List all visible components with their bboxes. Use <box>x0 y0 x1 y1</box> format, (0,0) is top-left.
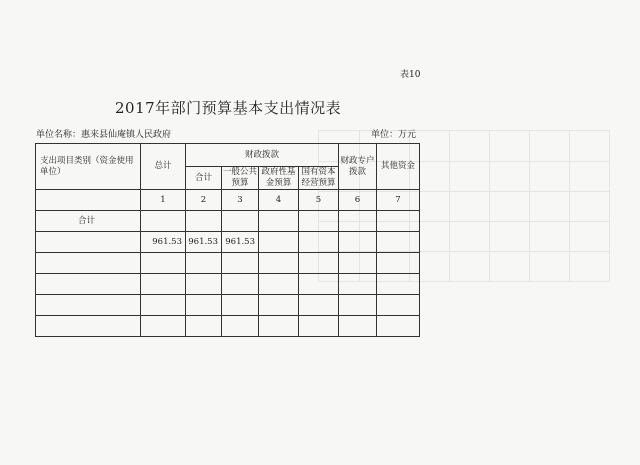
cell-subtotal <box>186 295 222 316</box>
cell-special <box>339 274 377 295</box>
unit-name: 单位名称：惠来县仙庵镇人民政府 <box>36 130 172 140</box>
cell-total <box>141 274 186 295</box>
cell-general <box>222 316 259 337</box>
cell-other <box>377 232 420 253</box>
table-row <box>36 211 420 232</box>
cell-total <box>141 211 186 232</box>
cell-fund <box>259 274 299 295</box>
cell-subtotal <box>186 316 222 337</box>
cell-category <box>36 295 141 316</box>
cell-subtotal: 961.53 <box>186 232 222 253</box>
cell-total: 961.53 <box>141 232 186 253</box>
header-special: 财政专户拨款 <box>339 144 377 190</box>
cell-other <box>377 316 420 337</box>
cell-subtotal <box>186 211 222 232</box>
col-number: 1 <box>141 190 186 211</box>
cell-general <box>222 253 259 274</box>
cell-subtotal <box>186 253 222 274</box>
table-row <box>36 232 420 253</box>
col-number: 2 <box>186 190 222 211</box>
table-row <box>36 274 420 295</box>
cell-category <box>36 316 141 337</box>
cell-other <box>377 211 420 232</box>
cell-other <box>377 274 420 295</box>
cell-state <box>299 274 339 295</box>
budget-table <box>35 143 420 337</box>
cell-fund <box>259 253 299 274</box>
column-number-row <box>36 190 420 211</box>
cell-fund <box>259 316 299 337</box>
col-number: 6 <box>339 190 377 211</box>
cell-general: 961.53 <box>222 232 259 253</box>
header-total: 总计 <box>141 144 186 190</box>
cell-category <box>36 253 141 274</box>
col-number: 3 <box>222 190 259 211</box>
col-number: 5 <box>299 190 339 211</box>
cell-special <box>339 295 377 316</box>
cell-other <box>377 253 420 274</box>
header-fiscal-subtotal: 合计 <box>186 167 222 190</box>
cell-general <box>222 295 259 316</box>
header-category: 支出项目类别（资金使用单位） <box>36 144 141 190</box>
unit-measure: 单位：万元 <box>371 130 417 140</box>
header-fiscal-fund: 政府性基金预算 <box>259 167 299 190</box>
cell-fund <box>259 232 299 253</box>
table-row <box>36 316 420 337</box>
header-other: 其他资金 <box>377 144 420 190</box>
col-number-blank <box>36 190 141 211</box>
cell-total <box>141 295 186 316</box>
cell-other <box>377 295 420 316</box>
cell-state <box>299 316 339 337</box>
header-fiscal-general: 一般公共预算 <box>222 167 257 188</box>
cell-general <box>222 274 259 295</box>
col-number: 4 <box>259 190 299 211</box>
table-row <box>36 253 420 274</box>
cell-subtotal <box>186 274 222 295</box>
cell-special <box>339 316 377 337</box>
cell-state <box>299 211 339 232</box>
cell-total <box>141 316 186 337</box>
col-number: 7 <box>377 190 420 211</box>
cell-special <box>339 232 377 253</box>
cell-category: 合计 <box>36 211 141 232</box>
cell-fund <box>259 211 299 232</box>
cell-special <box>339 211 377 232</box>
table-number: 表10 <box>400 70 421 80</box>
header-row-1 <box>36 144 420 167</box>
header-fiscal-state: 国有资本经营预算 <box>299 167 339 190</box>
cell-state <box>299 295 339 316</box>
cell-category <box>36 274 141 295</box>
cell-special <box>339 253 377 274</box>
cell-state <box>299 253 339 274</box>
cell-fund <box>259 295 299 316</box>
page-title: 2017年部门预算基本支出情况表 <box>115 99 342 117</box>
cell-general <box>222 211 259 232</box>
table-row <box>36 295 420 316</box>
cell-category <box>36 232 141 253</box>
cell-total <box>141 253 186 274</box>
cell-state <box>299 232 339 253</box>
header-fiscal: 财政拨款 <box>186 144 339 167</box>
